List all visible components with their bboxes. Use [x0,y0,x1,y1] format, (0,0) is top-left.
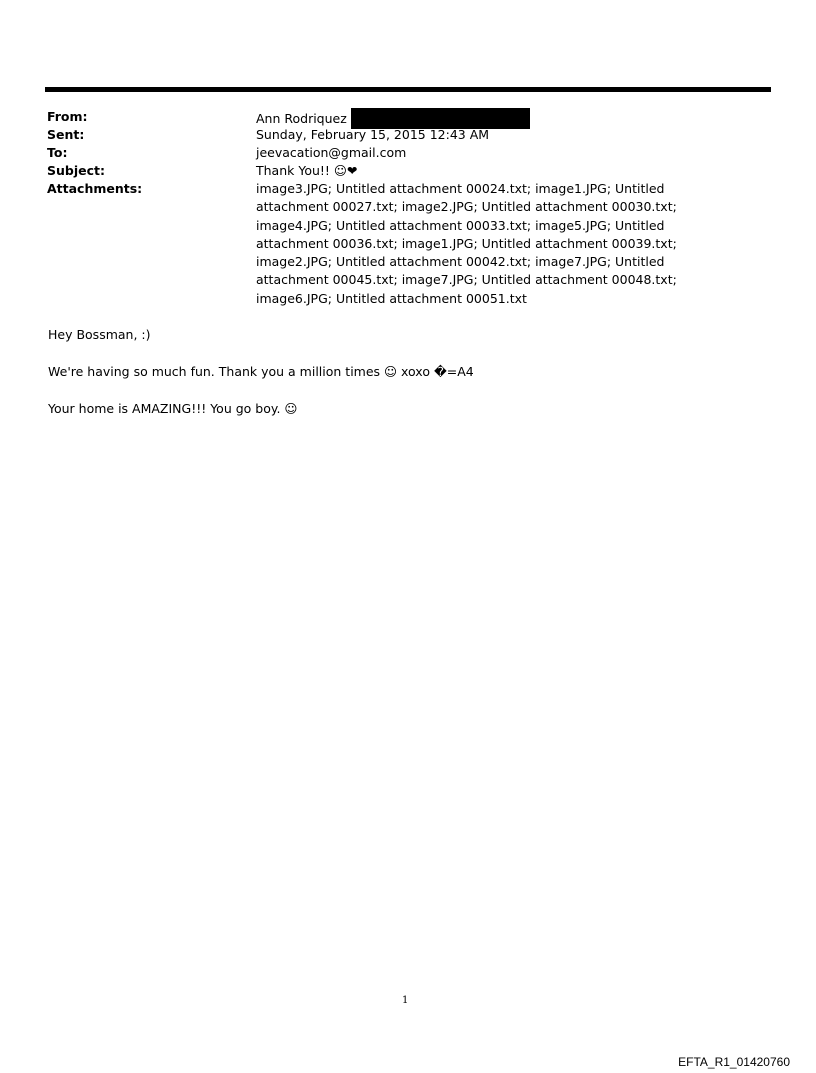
subject-label: Subject: [47,163,105,178]
attachments-value: image3.JPG; Untitled attachment 00024.txt; image1.JPG; Untitled attachment 00027.txt; image2.JPG; Untitled attachment 00030.txt; image4.JPG; Untitled attachment 00033.txt; image5.JPG; Untitled attachment 00036.txt; image1.JPG; Untitled attachment 00039.txt; image2.JPG; Untitled attachment 00042.txt; image7.JPG; Untitled attachment 00045.txt; image7.JPG; Untitled attachment 00048.txt; image6.JPG; Untitled attachment 00051.txt [256,181,677,306]
sent-label: Sent: [47,127,85,142]
subject-value: Thank You!! ☺❤ [256,163,358,178]
sent-value: Sunday, February 15, 2015 12:43 AM [256,127,490,142]
page-number: 1 [402,995,409,1006]
body-line-1: We're having so much fun. Thank you a million times ☺ xoxo �=A4 [48,364,474,379]
greeting-text: Hey Bossman, :) [48,327,151,342]
to-label: To: [47,145,68,160]
document-id: EFTA_R1_01420760 [678,1055,790,1069]
attachments-label: Attachments: [47,181,143,196]
body-line-2: Your home is AMAZING!!! You go boy. ☺ [48,401,298,416]
from-label: From: [47,109,88,124]
from-value: Ann Rodriquez [256,111,347,126]
to-value: jeevacation@gmail.com [256,145,407,160]
header-divider [45,87,771,92]
